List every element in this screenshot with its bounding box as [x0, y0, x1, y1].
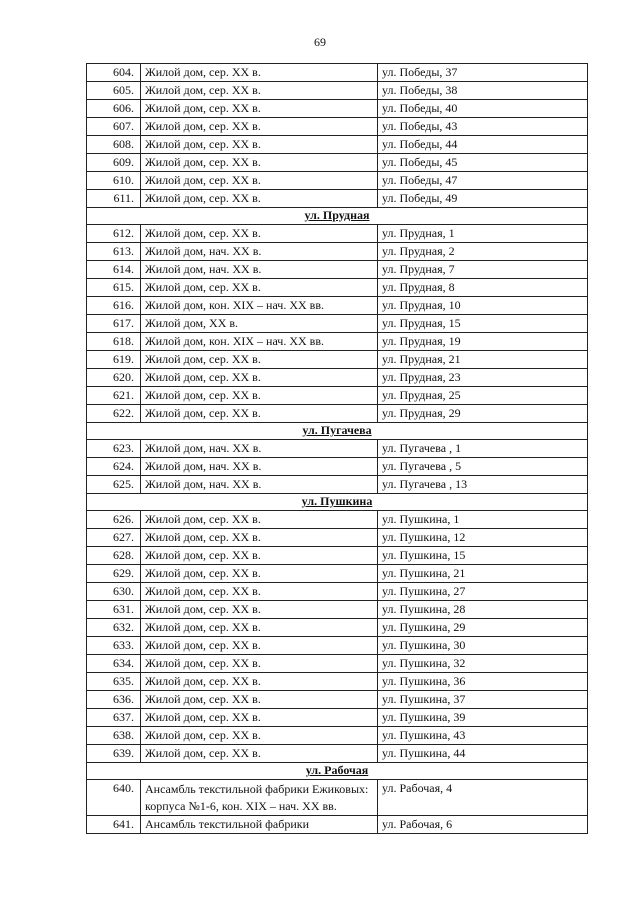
row-number: 608.: [87, 136, 141, 154]
monuments-table: [86, 63, 588, 834]
object-name: Жилой дом, сер. XX в.: [141, 351, 378, 369]
table-row: [87, 816, 588, 834]
street-section-row: [87, 494, 588, 511]
table-row: [87, 458, 588, 476]
object-address: ул. Победы, 45: [378, 154, 588, 172]
object-address: ул. Пушкина, 15: [378, 547, 588, 565]
object-address: ул. Пушкина, 36: [378, 673, 588, 691]
table-row: [87, 297, 588, 315]
table-row: [87, 673, 588, 691]
object-name: Жилой дом, сер. XX в.: [141, 118, 378, 136]
table-row: [87, 709, 588, 727]
object-address: ул. Прудная, 7: [378, 261, 588, 279]
object-name: Жилой дом, нач. XX в.: [141, 458, 378, 476]
object-address: ул. Пушкина, 1: [378, 511, 588, 529]
street-section-row: [87, 763, 588, 780]
table-row: [87, 64, 588, 82]
table-row: [87, 691, 588, 709]
street-section-heading: ул. Пугачева: [87, 423, 588, 440]
table-row: [87, 583, 588, 601]
table-row: [87, 333, 588, 351]
object-name: Жилой дом, сер. XX в.: [141, 190, 378, 208]
row-number: 639.: [87, 745, 141, 763]
table-row: [87, 529, 588, 547]
row-number: 635.: [87, 673, 141, 691]
row-number: 625.: [87, 476, 141, 494]
object-name: Жилой дом, сер. XX в.: [141, 225, 378, 243]
row-number: 627.: [87, 529, 141, 547]
object-name: Жилой дом, нач. XX в.: [141, 243, 378, 261]
object-address: ул. Пушкина, 37: [378, 691, 588, 709]
object-name: Жилой дом, нач. XX в.: [141, 440, 378, 458]
row-number: 631.: [87, 601, 141, 619]
object-name: Жилой дом, сер. XX в.: [141, 583, 378, 601]
object-name: Жилой дом, сер. XX в.: [141, 691, 378, 709]
object-name: Жилой дом, сер. XX в.: [141, 405, 378, 423]
table-row: [87, 100, 588, 118]
object-name: Жилой дом, сер. XX в.: [141, 64, 378, 82]
street-section-row: [87, 423, 588, 440]
row-number: 616.: [87, 297, 141, 315]
object-address: ул. Пушкина, 39: [378, 709, 588, 727]
object-address: ул. Победы, 44: [378, 136, 588, 154]
row-number: 618.: [87, 333, 141, 351]
object-address: ул. Пушкина, 32: [378, 655, 588, 673]
object-name: Жилой дом, XX в.: [141, 315, 378, 333]
table-row: [87, 82, 588, 100]
object-name: Жилой дом, кон. XIX – нач. XX вв.: [141, 297, 378, 315]
object-address: ул. Пушкина, 28: [378, 601, 588, 619]
row-number: 622.: [87, 405, 141, 423]
object-address: ул. Пушкина, 27: [378, 583, 588, 601]
object-address: ул. Прудная, 15: [378, 315, 588, 333]
row-number: 621.: [87, 387, 141, 405]
object-name: Ансамбль текстильной фабрики Ежиковых: корпуса №1-6, кон. XIX – нач. XX вв.: [141, 780, 378, 816]
table-row: [87, 315, 588, 333]
object-address: ул. Рабочая, 6: [378, 816, 588, 834]
object-address: ул. Пушкина, 21: [378, 565, 588, 583]
table-row: [87, 369, 588, 387]
table-row: [87, 154, 588, 172]
object-name: Жилой дом, сер. XX в.: [141, 100, 378, 118]
object-address: ул. Победы, 43: [378, 118, 588, 136]
table-row: [87, 172, 588, 190]
object-name: Жилой дом, нач. XX в.: [141, 476, 378, 494]
table-row: [87, 601, 588, 619]
object-address: ул. Прудная, 10: [378, 297, 588, 315]
row-number: 636.: [87, 691, 141, 709]
object-address: ул. Прудная, 25: [378, 387, 588, 405]
object-address: ул. Прудная, 19: [378, 333, 588, 351]
row-number: 626.: [87, 511, 141, 529]
row-number: 640.: [87, 780, 141, 816]
table-row: [87, 190, 588, 208]
object-address: ул. Пушкина, 30: [378, 637, 588, 655]
table-row: [87, 440, 588, 458]
row-number: 607.: [87, 118, 141, 136]
row-number: 623.: [87, 440, 141, 458]
object-name: Жилой дом, нач. XX в.: [141, 261, 378, 279]
object-address: ул. Победы, 49: [378, 190, 588, 208]
object-address: ул. Пушкина, 43: [378, 727, 588, 745]
object-address: ул. Пугачева , 13: [378, 476, 588, 494]
table-row: [87, 225, 588, 243]
table-row: [87, 279, 588, 297]
street-section-row: [87, 208, 588, 225]
table-row: [87, 261, 588, 279]
row-number: 606.: [87, 100, 141, 118]
street-section-heading: ул. Пушкина: [87, 494, 588, 511]
page-number: 69: [314, 35, 326, 49]
object-address: ул. Пугачева , 5: [378, 458, 588, 476]
object-name: Жилой дом, сер. XX в.: [141, 154, 378, 172]
object-address: ул. Рабочая, 4: [378, 780, 588, 816]
object-address: ул. Прудная, 29: [378, 405, 588, 423]
table-row: [87, 387, 588, 405]
table-row: [87, 511, 588, 529]
object-name: Жилой дом, сер. XX в.: [141, 619, 378, 637]
object-name: Жилой дом, сер. XX в.: [141, 387, 378, 405]
object-name: Жилой дом, сер. XX в.: [141, 601, 378, 619]
object-name: Жилой дом, сер. XX в.: [141, 727, 378, 745]
object-address: ул. Прудная, 2: [378, 243, 588, 261]
row-number: 624.: [87, 458, 141, 476]
object-name: Ансамбль текстильной фабрики: [141, 816, 378, 834]
object-address: ул. Победы, 47: [378, 172, 588, 190]
object-name: Жилой дом, сер. XX в.: [141, 136, 378, 154]
row-number: 620.: [87, 369, 141, 387]
row-number: 609.: [87, 154, 141, 172]
object-name: Жилой дом, сер. XX в.: [141, 637, 378, 655]
object-address: ул. Прудная, 8: [378, 279, 588, 297]
row-number: 615.: [87, 279, 141, 297]
object-address: ул. Победы, 37: [378, 64, 588, 82]
object-name: Жилой дом, сер. XX в.: [141, 565, 378, 583]
table-row: [87, 136, 588, 154]
object-name: Жилой дом, сер. XX в.: [141, 172, 378, 190]
object-address: ул. Прудная, 1: [378, 225, 588, 243]
row-number: 604.: [87, 64, 141, 82]
street-section-heading: ул. Прудная: [87, 208, 588, 225]
object-name: Жилой дом, сер. XX в.: [141, 279, 378, 297]
row-number: 637.: [87, 709, 141, 727]
row-number: 619.: [87, 351, 141, 369]
table-row: [87, 547, 588, 565]
row-number: 614.: [87, 261, 141, 279]
row-number: 633.: [87, 637, 141, 655]
table-row: [87, 405, 588, 423]
row-number: 629.: [87, 565, 141, 583]
row-number: 638.: [87, 727, 141, 745]
object-name: Жилой дом, сер. XX в.: [141, 709, 378, 727]
table-row: [87, 655, 588, 673]
row-number: 610.: [87, 172, 141, 190]
object-name: Жилой дом, кон. XIX – нач. XX вв.: [141, 333, 378, 351]
row-number: 612.: [87, 225, 141, 243]
object-address: ул. Прудная, 21: [378, 351, 588, 369]
object-address: ул. Прудная, 23: [378, 369, 588, 387]
table-row: [87, 637, 588, 655]
table-row: [87, 351, 588, 369]
row-number: 628.: [87, 547, 141, 565]
row-number: 634.: [87, 655, 141, 673]
object-name: Жилой дом, сер. XX в.: [141, 511, 378, 529]
table-row: [87, 745, 588, 763]
object-address: ул. Пушкина, 29: [378, 619, 588, 637]
table-row: [87, 243, 588, 261]
object-address: ул. Пушкина, 12: [378, 529, 588, 547]
object-name: Жилой дом, сер. XX в.: [141, 673, 378, 691]
object-address: ул. Победы, 38: [378, 82, 588, 100]
row-number: 617.: [87, 315, 141, 333]
object-name: Жилой дом, сер. XX в.: [141, 745, 378, 763]
object-name: Жилой дом, сер. XX в.: [141, 547, 378, 565]
table-row: [87, 780, 588, 816]
table-body: [87, 64, 588, 834]
row-number: 630.: [87, 583, 141, 601]
object-address: ул. Пугачева , 1: [378, 440, 588, 458]
row-number: 611.: [87, 190, 141, 208]
object-name: Жилой дом, сер. XX в.: [141, 82, 378, 100]
object-name: Жилой дом, сер. XX в.: [141, 529, 378, 547]
object-address: ул. Победы, 40: [378, 100, 588, 118]
table-row: [87, 727, 588, 745]
street-section-heading: ул. Рабочая: [87, 763, 588, 780]
table-row: [87, 619, 588, 637]
table-row: [87, 118, 588, 136]
object-address: ул. Пушкина, 44: [378, 745, 588, 763]
row-number: 605.: [87, 82, 141, 100]
object-name: Жилой дом, сер. XX в.: [141, 655, 378, 673]
object-name: Жилой дом, сер. XX в.: [141, 369, 378, 387]
table-row: [87, 565, 588, 583]
table-row: [87, 476, 588, 494]
row-number: 641.: [87, 816, 141, 834]
row-number: 613.: [87, 243, 141, 261]
row-number: 632.: [87, 619, 141, 637]
